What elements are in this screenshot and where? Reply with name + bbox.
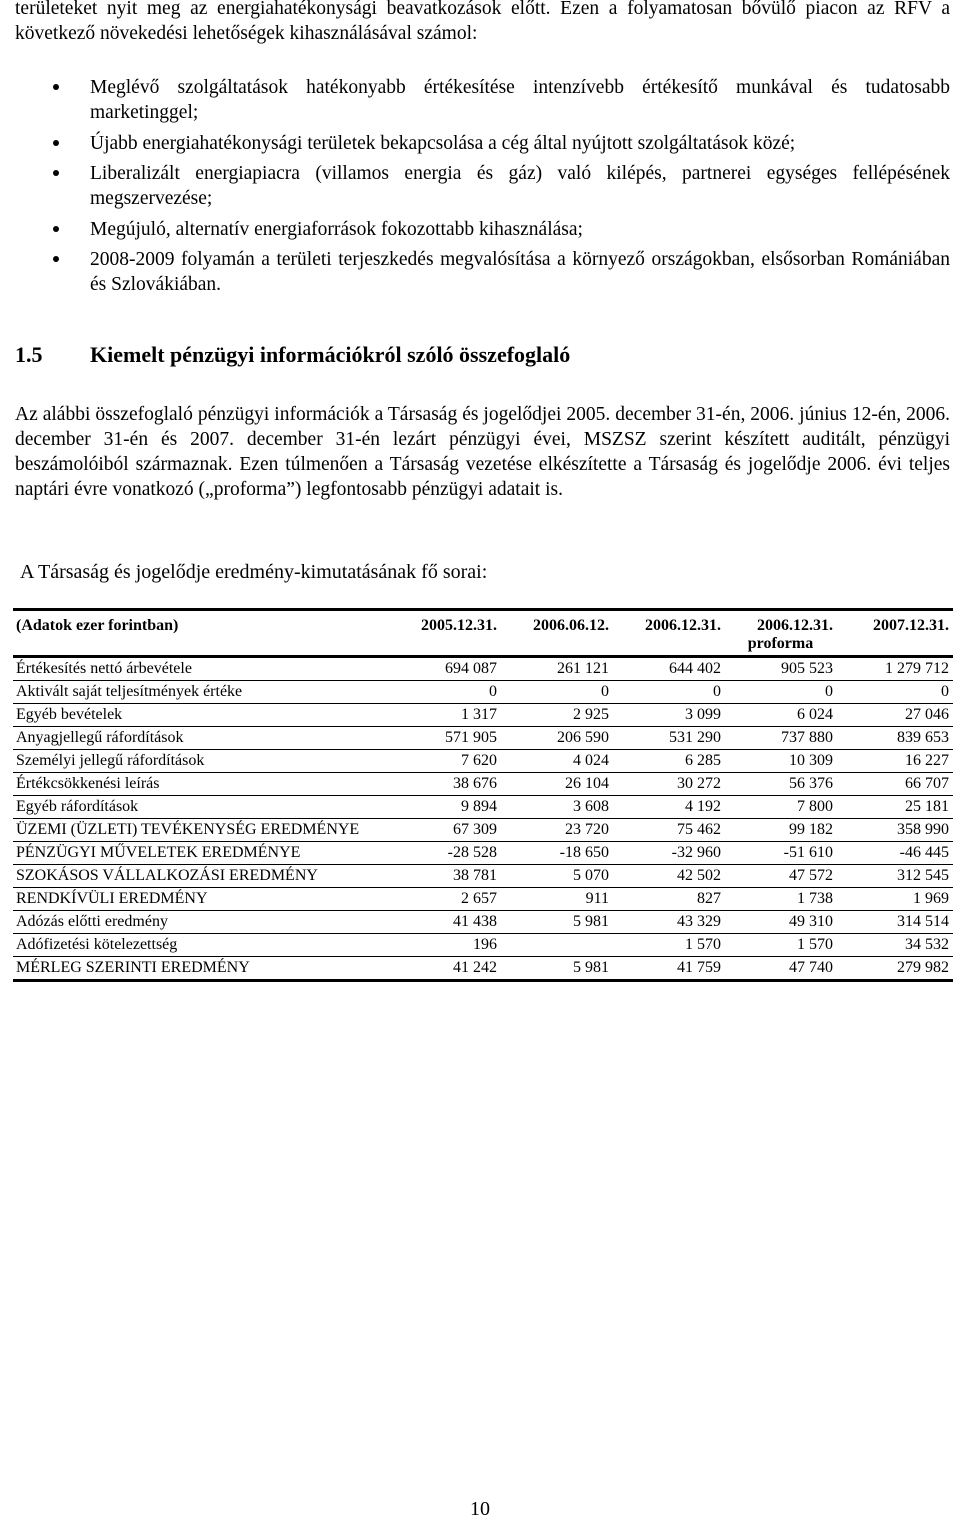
table-row bbox=[13, 865, 953, 888]
cell-value: 1 317 bbox=[461, 706, 497, 723]
bullet-icon bbox=[53, 84, 59, 90]
table-row bbox=[13, 819, 953, 842]
cell-value: 5 981 bbox=[573, 913, 609, 930]
cell-value: 23 720 bbox=[565, 821, 609, 838]
cell-value: 47 572 bbox=[789, 867, 833, 884]
row-label: Értékesítés nettó árbevétele bbox=[16, 660, 192, 677]
section-heading bbox=[15, 340, 570, 370]
cell-value: 1 570 bbox=[685, 936, 721, 953]
cell-value: 0 bbox=[713, 683, 721, 700]
cell-value: 0 bbox=[489, 683, 497, 700]
table-row bbox=[13, 657, 953, 681]
column-header: 2006.12.31. bbox=[645, 617, 721, 634]
table-row bbox=[13, 911, 953, 934]
cell-value: -32 960 bbox=[671, 844, 721, 861]
cell-value: 911 bbox=[585, 890, 609, 907]
cell-value: 41 438 bbox=[453, 913, 497, 930]
cell-value: 75 462 bbox=[677, 821, 721, 838]
table-row bbox=[13, 934, 953, 957]
cell-value: 571 905 bbox=[445, 729, 497, 746]
table-row bbox=[13, 727, 953, 750]
column-header: 2005.12.31. bbox=[421, 617, 497, 634]
table-row bbox=[13, 704, 953, 727]
cell-value: 196 bbox=[473, 936, 497, 953]
section-number: 1.5 bbox=[15, 342, 43, 367]
cell-value: 41 759 bbox=[677, 959, 721, 976]
section-title: Kiemelt pénzügyi információkról szóló összefoglaló bbox=[90, 342, 571, 367]
table-row bbox=[13, 888, 953, 911]
row-label: RENDKÍVÜLI EREDMÉNY bbox=[16, 890, 208, 907]
cell-value: 358 990 bbox=[897, 821, 949, 838]
column-header: 2006.06.12. bbox=[533, 617, 609, 634]
table-row bbox=[13, 796, 953, 819]
cell-value: -18 650 bbox=[559, 844, 609, 861]
cell-value: 38 781 bbox=[453, 867, 497, 884]
cell-value: 737 880 bbox=[781, 729, 833, 746]
cell-value: 25 181 bbox=[905, 798, 949, 815]
cell-value: 43 329 bbox=[677, 913, 721, 930]
cell-value: 0 bbox=[941, 683, 949, 700]
row-label: MÉRLEG SZERINTI EREDMÉNY bbox=[16, 959, 250, 976]
list-item: Liberalizált energiapiacra (villamos energia és gáz) való kilépés, partnerei egységes fellépésének megszervezése; bbox=[15, 161, 950, 211]
table-header-row bbox=[13, 610, 953, 657]
list-item: 2008-2009 folyamán a területi terjeszkedés megvalósítása a környező országokban, elsősorban Romániában és Szlovákiában. bbox=[15, 247, 950, 297]
cell-value: 261 121 bbox=[557, 660, 609, 677]
cell-value: 206 590 bbox=[557, 729, 609, 746]
cell-value: -28 528 bbox=[447, 844, 497, 861]
bullet-icon bbox=[53, 226, 59, 232]
cell-value: 34 532 bbox=[905, 936, 949, 953]
bullet-icon bbox=[53, 170, 59, 176]
row-label: Személyi jellegű ráfordítások bbox=[16, 752, 205, 769]
cell-value: 56 376 bbox=[789, 775, 833, 792]
cell-value: 38 676 bbox=[453, 775, 497, 792]
cell-value: 6 024 bbox=[797, 706, 833, 723]
cell-value: 1 279 712 bbox=[885, 660, 949, 677]
cell-value: 839 653 bbox=[897, 729, 949, 746]
table-row bbox=[13, 750, 953, 773]
cell-value: 42 502 bbox=[677, 867, 721, 884]
cell-value: 2 657 bbox=[461, 890, 497, 907]
income-statement-table bbox=[13, 608, 953, 982]
cell-value: 279 982 bbox=[897, 959, 949, 976]
cell-value: 7 800 bbox=[797, 798, 833, 815]
table-body bbox=[13, 657, 953, 981]
list-item: Meglévő szolgáltatások hatékonyabb értékesítése intenzívebb értékesítő munkával és tudatosabb marketinggel; bbox=[15, 75, 950, 125]
cell-value: 314 514 bbox=[897, 913, 949, 930]
intro-paragraph: területeket nyit meg az energiahatékonysági beavatkozások előtt. Ezen a folyamatosan bővülő piacon az RFV a következő növekedési lehetőségek kihasználásával számol: bbox=[15, 0, 950, 44]
row-label: ÜZEMI (ÜZLETI) TEVÉKENYSÉG EREDMÉNYE bbox=[16, 821, 360, 838]
cell-value: 3 099 bbox=[685, 706, 721, 723]
cell-value: 4 192 bbox=[685, 798, 721, 815]
table-row bbox=[13, 681, 953, 704]
cell-value: 66 707 bbox=[905, 775, 949, 792]
cell-value: 644 402 bbox=[669, 660, 721, 677]
cell-value: 694 087 bbox=[445, 660, 497, 677]
cell-value: 41 242 bbox=[453, 959, 497, 976]
cell-value: 5 070 bbox=[573, 867, 609, 884]
cell-value: 27 046 bbox=[905, 706, 949, 723]
row-label: Adózás előtti eredmény bbox=[16, 913, 168, 930]
cell-value: 2 925 bbox=[573, 706, 609, 723]
bullet-icon bbox=[53, 256, 59, 262]
cell-value: 47 740 bbox=[789, 959, 833, 976]
cell-value: 9 894 bbox=[461, 798, 497, 815]
growth-opportunities-list bbox=[15, 75, 950, 303]
list-item: Újabb energiahatékonysági területek bekapcsolása a cég által nyújtott szolgáltatások közé; bbox=[15, 131, 950, 156]
table-row bbox=[13, 773, 953, 796]
cell-value: 10 309 bbox=[789, 752, 833, 769]
column-header-proforma: 2006.12.31. proforma bbox=[725, 610, 837, 657]
cell-value: 3 608 bbox=[573, 798, 609, 815]
row-label: Aktivált saját teljesítmények értéke bbox=[16, 683, 243, 700]
cell-value: 16 227 bbox=[905, 752, 949, 769]
column-header: 2007.12.31. bbox=[873, 617, 949, 634]
cell-value: 905 523 bbox=[781, 660, 833, 677]
row-label: Egyéb bevételek bbox=[16, 706, 123, 723]
cell-value: 26 104 bbox=[565, 775, 609, 792]
row-label: SZOKÁSOS VÁLLALKOZÁSI EREDMÉNY bbox=[16, 867, 318, 884]
page-number: 10 bbox=[470, 1498, 490, 1520]
row-label: Adófizetési kötelezettség bbox=[16, 936, 178, 953]
cell-value: 312 545 bbox=[897, 867, 949, 884]
cell-value: 0 bbox=[601, 683, 609, 700]
cell-value: 827 bbox=[697, 890, 721, 907]
cell-value: 7 620 bbox=[461, 752, 497, 769]
row-label: Értékcsökkenési leírás bbox=[16, 775, 160, 792]
table-row bbox=[13, 842, 953, 865]
cell-value: 30 272 bbox=[677, 775, 721, 792]
cell-value: 531 290 bbox=[669, 729, 721, 746]
cell-value bbox=[501, 934, 613, 957]
bullet-icon bbox=[53, 140, 59, 146]
table-row bbox=[13, 957, 953, 981]
cell-value: -51 610 bbox=[783, 844, 833, 861]
cell-value: 5 981 bbox=[573, 959, 609, 976]
cell-value: 67 309 bbox=[453, 821, 497, 838]
row-label: Anyagjellegű ráfordítások bbox=[16, 729, 184, 746]
summary-paragraph: Az alábbi összefoglaló pénzügyi információk a Társaság és jogelődjei 2005. december 31-én, 2006. június 12-én, 2006. december 31-én és 2007. december 31-én lezárt pénzügyi évei, MSZSZ szerint készített auditált, pénzügyi beszámolóiból származnak. Ezen túlmenően a Társaság vezetése elkészítette a Társaság és jogelődje 2006. évi teljes naptári évre vonatkozó („proforma”) legfontosabb pénzügyi adatait is. bbox=[15, 404, 950, 500]
cell-value: 1 738 bbox=[797, 890, 833, 907]
cell-value: 6 285 bbox=[685, 752, 721, 769]
list-item: Megújuló, alternatív energiaforrások fokozottabb kihasználása; bbox=[15, 217, 950, 242]
cell-value: 99 182 bbox=[789, 821, 833, 838]
row-label: PÉNZÜGYI MŰVELETEK EREDMÉNYE bbox=[16, 844, 301, 861]
cell-value: 0 bbox=[825, 683, 833, 700]
cell-value: -46 445 bbox=[899, 844, 949, 861]
unit-label: (Adatok ezer forintban) bbox=[16, 617, 179, 634]
proforma-label: proforma bbox=[747, 635, 814, 652]
cell-value: 1 570 bbox=[797, 936, 833, 953]
cell-value: 1 969 bbox=[913, 890, 949, 907]
cell-value: 4 024 bbox=[573, 752, 609, 769]
row-label: Egyéb ráfordítások bbox=[16, 798, 139, 815]
cell-value: 49 310 bbox=[789, 913, 833, 930]
table-title: A Társaság és jogelődje eredmény-kimutatásának fő sorai: bbox=[20, 561, 488, 583]
